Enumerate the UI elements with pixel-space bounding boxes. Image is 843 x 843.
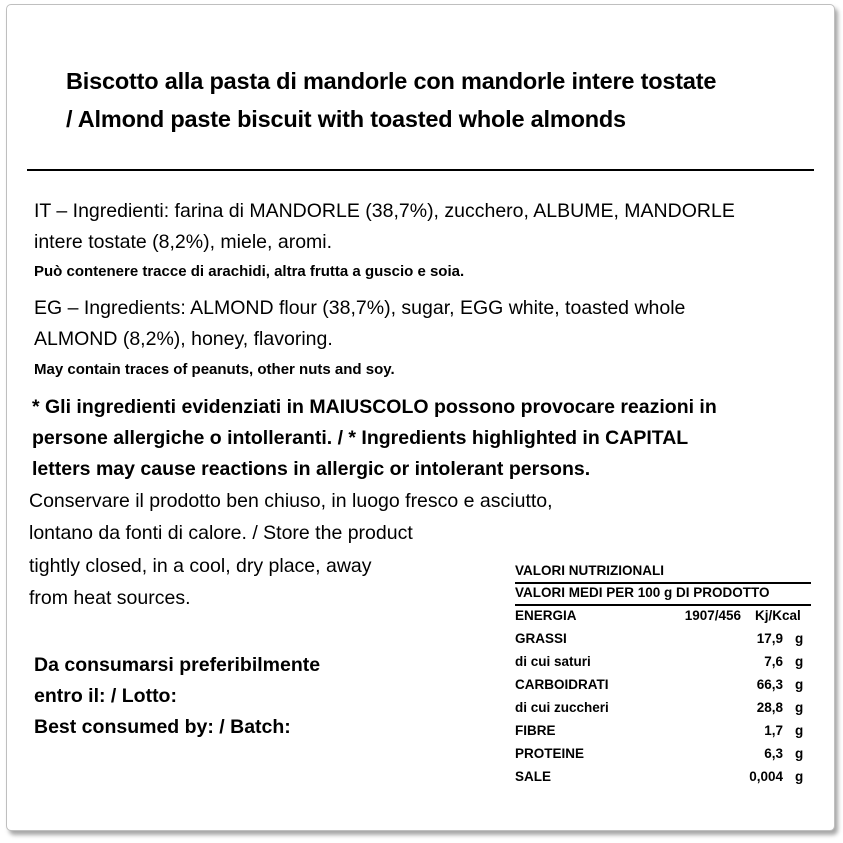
nutrient-unit: g <box>795 746 804 761</box>
allergen-note-it: Può contenere tracce di arachidi, altra frutta a guscio e soia. <box>34 263 465 280</box>
nutrient-value: 66,3 <box>756 677 783 692</box>
allergen-warning-line2: persone allergiche o intolleranti. / * Ingredients highlighted in CAPITAL <box>32 427 689 449</box>
nutrient-name: PROTEINE <box>515 746 585 761</box>
nutrient-name: GRASSI <box>515 631 567 646</box>
nutrient-value: 28,8 <box>756 700 783 715</box>
nutrient-name: CARBOIDRATI <box>515 677 609 692</box>
nutrient-value: 17,9 <box>756 631 783 646</box>
nutrient-unit: g <box>795 631 804 646</box>
nutrition-row <box>515 723 811 743</box>
storage-line2: lontano da fonti di calore. / Store the product <box>29 522 413 544</box>
nutrient-unit: g <box>795 677 804 692</box>
storage-line3: tightly closed, in a cool, dry place, away <box>29 555 372 577</box>
nutrition-row <box>515 631 811 651</box>
nutrient-name: di cui zuccheri <box>515 700 609 715</box>
nutrition-row <box>515 769 811 789</box>
title-divider <box>27 169 814 171</box>
nutrient-unit: g <box>795 700 804 715</box>
nutrient-unit: g <box>795 723 804 738</box>
allergen-warning-line3: letters may cause reactions in allergic or intolerant persons. <box>32 458 591 480</box>
nutrition-heading-rule <box>515 582 811 584</box>
nutrient-value: 6,3 <box>764 746 783 761</box>
allergen-warning-line1: * Gli ingredienti evidenziati in MAIUSCOLO possono provocare reazioni in <box>32 396 717 418</box>
nutrient-unit: g <box>795 769 804 784</box>
nutrition-row <box>515 608 811 628</box>
nutrient-name: di cui saturi <box>515 654 591 669</box>
nutrient-unit: Kj/Kcal <box>755 608 801 623</box>
product-title-line1: Biscotto alla pasta di mandorle con mandorle intere tostate <box>66 68 717 94</box>
ingredients-en-line1: EG – Ingredients: ALMOND flour (38,7%), sugar, EGG white, toasted whole <box>34 297 686 319</box>
nutrition-subheading: VALORI MEDI PER 100 g DI PRODOTTO <box>515 585 770 600</box>
storage-line1: Conservare il prodotto ben chiuso, in luogo fresco e asciutto, <box>29 490 553 512</box>
nutrient-unit: g <box>795 654 804 669</box>
best-before-line2: entro il: / Lotto: <box>34 685 177 707</box>
nutrient-value: 0,004 <box>749 769 783 784</box>
nutrient-name: ENERGIA <box>515 608 577 623</box>
storage-line4: from heat sources. <box>29 587 191 609</box>
nutrition-subheading-rule <box>515 604 811 606</box>
nutrition-row <box>515 746 811 766</box>
nutrition-row <box>515 677 811 697</box>
nutrient-value: 1907/456 <box>684 608 741 623</box>
best-before-line3: Best consumed by: / Batch: <box>34 716 291 738</box>
nutrient-name: FIBRE <box>515 723 556 738</box>
nutrition-heading: VALORI NUTRIZIONALI <box>515 563 664 578</box>
ingredients-en-line2: ALMOND (8,2%), honey, flavoring. <box>34 328 333 350</box>
ingredients-it-line1: IT – Ingredienti: farina di MANDORLE (38,7%), zucchero, ALBUME, MANDORLE <box>34 200 735 222</box>
nutrient-value: 1,7 <box>764 723 783 738</box>
product-title-line2: / Almond paste biscuit with toasted whole almonds <box>66 106 626 132</box>
ingredients-it-line2: intere tostate (8,2%), miele, aromi. <box>34 231 333 253</box>
nutrient-value: 7,6 <box>764 654 783 669</box>
nutrition-row <box>515 700 811 720</box>
nutrition-row <box>515 654 811 674</box>
best-before-line1: Da consumarsi preferibilmente <box>34 654 321 676</box>
allergen-note-en: May contain traces of peanuts, other nuts and soy. <box>34 361 395 378</box>
nutrient-name: SALE <box>515 769 552 784</box>
